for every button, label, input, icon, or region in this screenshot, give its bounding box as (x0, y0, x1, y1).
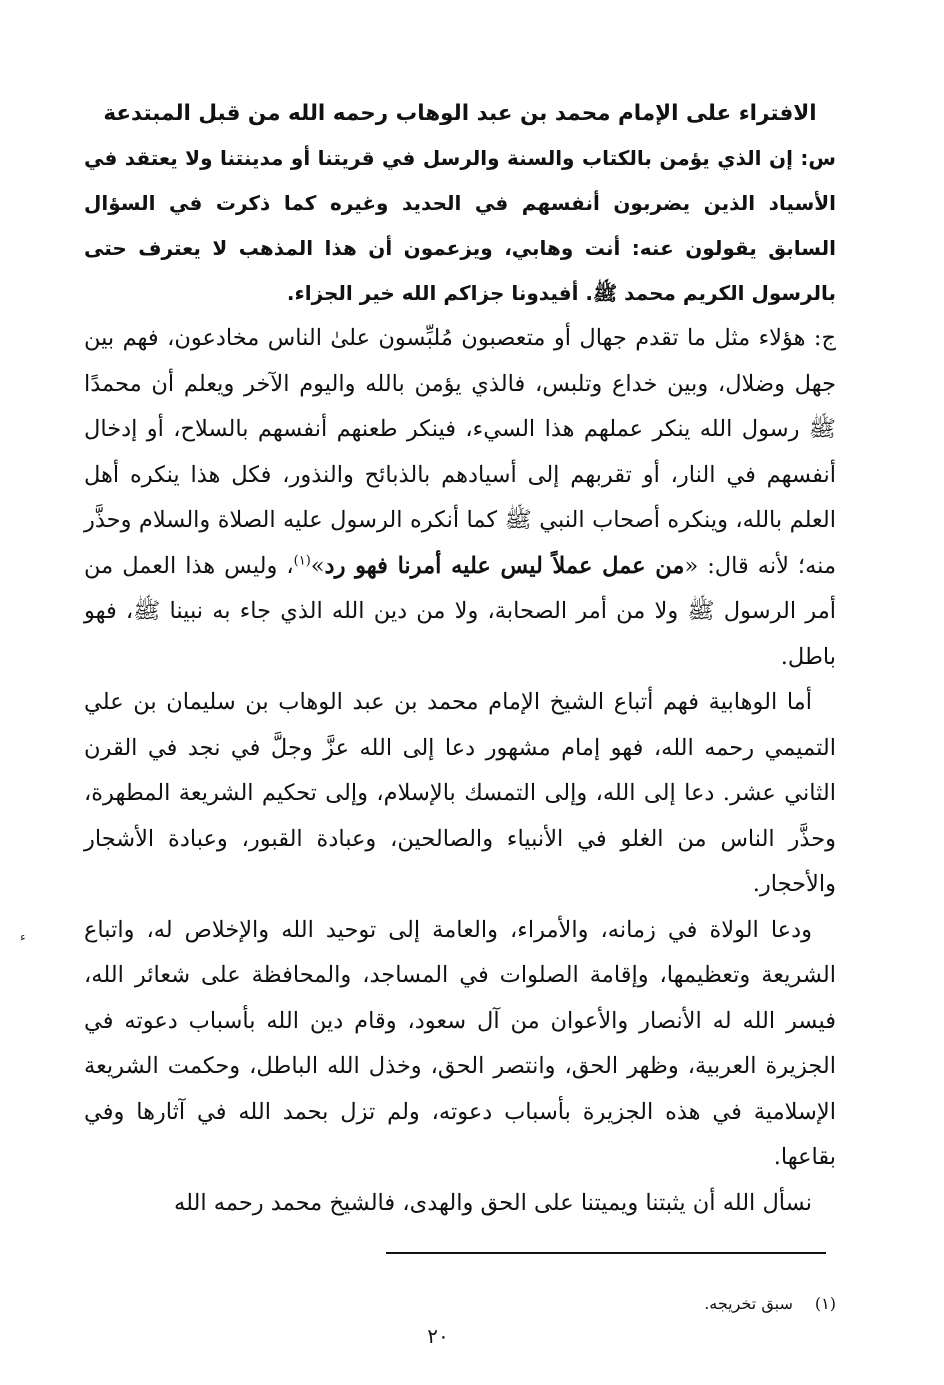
footnote-text: سبق تخريجه. (704, 1294, 793, 1313)
body-paragraph: ودعا الولاة في زمانه، والأمراء، والعامة إلى توحيد الله والإخلاص له، واتباع الشريعة وتعظيمها، وإقامة الصلوات في المساجد، والمحافظة على شعائر الله، فيسر الله له الأنصار والأعوان من آل سعود، وقام دين الله بأسباب دعوته في الجزيرة العربية، وظهر الحق، وانتصر الحق، وخذل الله الباطل، وحكمت الشريعة الإسلامية في هذه الجزيرة بأسباب دعوته، ولم تزل بحمد الله في آثارها وفي بقاعها. (84, 916, 836, 1170)
footnote-number: (١) (814, 1294, 836, 1313)
page-number: ٢٠ (427, 1324, 449, 1348)
answer-text-2: ، وليس هذا العمل من أمر الرسول ﷺ ولا من أمر الصحابة، ولا من دين الله الذي جاء به نبينا ﷺ، فهو باطل. (84, 552, 836, 670)
body-paragraph: نسأل الله أن يثبتنا ويميتنا على الحق والهدى، فالشيخ محمد رحمه الله (174, 1189, 812, 1216)
answer-text-1: ج: هؤلاء مثل ما تقدم جهال أو متعصبون مُلبِّسون علىٰ الناس مخادعون، فهم بين جهل وضلال، وبين خداع وتلبس، فالذي يؤمن بالله واليوم الآخر ويعلم أن محمدًا ﷺ رسول الله ينكر عملهم هذا السيء، فينكر طعنهم أنفسهم بالسلاح، أو إدخال أنفسهم في النار، أو تقربهم إلى أسيادهم بالذبائح والنذور، فكل هذا ينكره أهل العلم بالله، وينكره أصحاب النبي ﷺ كما أنكره الرسول عليه الصلاة والسلام وحذَّر منه؛ لأنه قال: « (84, 325, 836, 579)
footnote-divider (386, 1252, 826, 1254)
answer-paragraph (84, 316, 836, 680)
question-paragraph: س: إن الذي يؤمن بالكتاب والسنة والرسل في قريتنا أو مدينتنا ولا يعتقد في الأسياد الذين يضربون أنفسهم في الحديد وغيره كما ذكرت في السؤال السابق يقولون عنه: أنت وهابي، ويزعمون أن هذا المذهب لا يعترف حتى بالرسول الكريم محمد ﷺ. أفيدونا جزاكم الله خير الجزاء. (84, 146, 836, 305)
page-body (84, 92, 836, 1226)
hadith-quote: من عمل عملاً ليس عليه أمرنا فهو رد (324, 552, 685, 579)
footnote (704, 1292, 836, 1316)
section-heading: الافتراء على الإمام محمد بن عبد الوهاب رحمه الله من قبل المبتدعة (103, 101, 817, 126)
body-paragraph: أما الوهابية فهم أتباع الشيخ الإمام محمد بن عبد الوهاب بن سليمان بن علي التميمي رحمه الله، فهو إمام مشهور دعا إلى الله عزَّ وجلَّ في نجد في القرن الثاني عشر. دعا إلى الله، وإلى التمسك بالإسلام، وإلى تحكيم الشريعة المطهرة، وحذَّر الناس من الغلو في الأنبياء والصالحين، وعبادة القبور، وعبادة الأشجار والأحجار. (84, 689, 836, 897)
margin-mark: ء (20, 930, 26, 944)
answer-quote-close: » (310, 552, 325, 579)
footnote-reference: (١) (293, 553, 311, 568)
